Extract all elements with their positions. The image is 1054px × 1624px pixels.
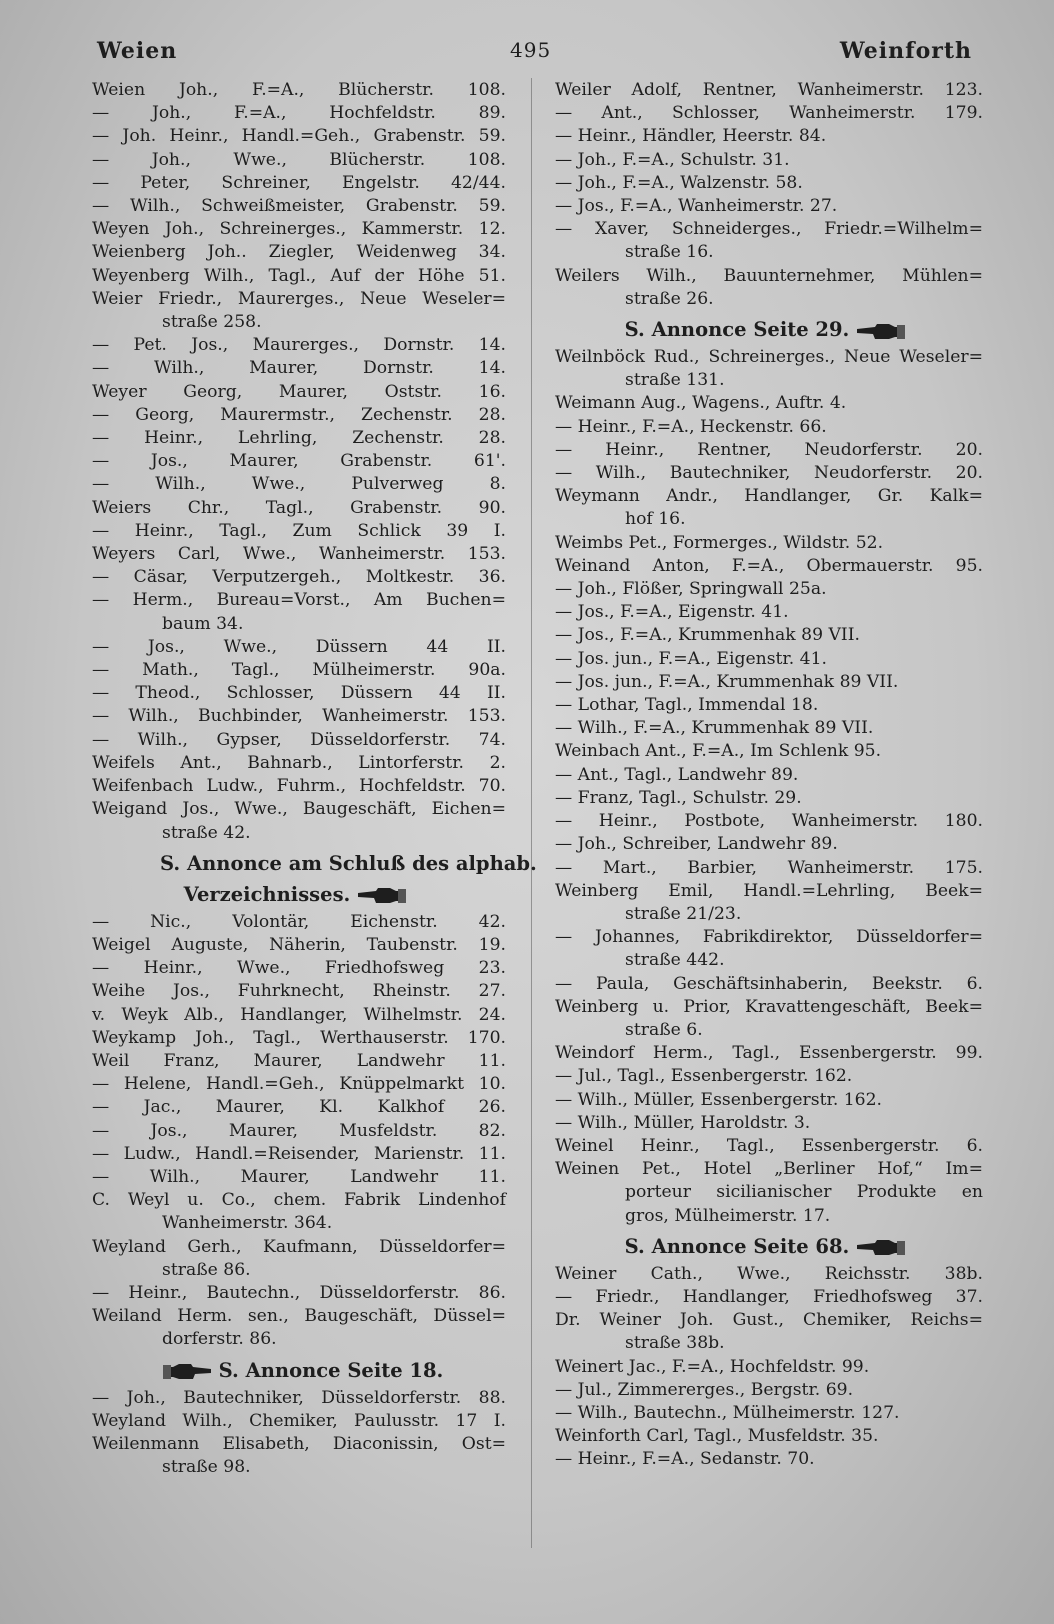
directory-entry bbox=[92, 241, 506, 264]
entry-text: Weilnböck Rud., Schreinerges., Neue Weseler= bbox=[555, 347, 983, 368]
entry-text: — Joh., Schreiber, Landwehr 89. bbox=[555, 834, 838, 855]
directory-entry bbox=[555, 787, 983, 810]
pointing-hand-left-icon bbox=[855, 1237, 907, 1257]
entry-text: — Joh., F.=A., Walzenstr. 58. bbox=[555, 172, 803, 193]
directory-entry bbox=[92, 1073, 506, 1096]
entry-text: Weindorf Herm., Tagl., Essenbergerstr. 99. bbox=[555, 1043, 983, 1064]
entry-text: Weimann Aug., Wagens., Auftr. 4. bbox=[555, 393, 847, 414]
directory-entry bbox=[92, 543, 506, 566]
directory-entry bbox=[92, 1096, 506, 1119]
pointing-hand-left-icon bbox=[855, 321, 907, 341]
directory-entry bbox=[555, 439, 983, 462]
directory-entry bbox=[92, 636, 506, 659]
entry-text: Weinert Jac., F.=A., Hochfeldstr. 99. bbox=[555, 1356, 870, 1377]
directory-entry bbox=[92, 102, 506, 125]
entry-text: — Jos. jun., F.=A., Krummenhak 89 VII. bbox=[555, 671, 899, 692]
entry-text: straße 42. bbox=[162, 822, 251, 843]
entry-text: — Jos., F.=A., Eigenstr. 41. bbox=[555, 602, 789, 623]
directory-entry bbox=[92, 659, 506, 682]
entry-text: — Joh., Bautechniker, Düsseldorferstr. 88. bbox=[92, 1387, 506, 1408]
directory-entry bbox=[92, 1410, 506, 1433]
entry-text: Weiler Adolf, Rentner, Wanheimerstr. 123. bbox=[555, 80, 983, 100]
directory-entry bbox=[555, 671, 983, 694]
directory-entry bbox=[92, 381, 506, 404]
entry-text: — Mart., Barbier, Wanheimerstr. 175. bbox=[555, 857, 983, 878]
directory-entry bbox=[92, 357, 506, 380]
entry-text: Weymann Andr., Handlanger, Gr. Kalk= bbox=[555, 486, 983, 507]
directory-entry bbox=[555, 555, 983, 578]
directory-entry bbox=[92, 473, 506, 496]
directory-entry bbox=[555, 149, 983, 172]
annonce-reference bbox=[92, 851, 537, 876]
directory-entry bbox=[555, 1112, 983, 1135]
entry-text: — Jos. jun., F.=A., Eigenstr. 41. bbox=[555, 648, 828, 669]
entry-continuation bbox=[555, 508, 983, 531]
directory-entry bbox=[92, 911, 506, 934]
right-column bbox=[555, 79, 983, 1472]
entry-text: — Ant., Schlosser, Wanheimerstr. 179. bbox=[555, 103, 983, 124]
directory-entry bbox=[555, 416, 983, 439]
entry-text: C. Weyl u. Co., chem. Fabrik Lindenhof bbox=[92, 1190, 506, 1211]
directory-entry bbox=[92, 682, 506, 705]
entry-text: Dr. Weiner Joh. Gust., Chemiker, Reichs= bbox=[555, 1310, 983, 1331]
entry-text: straße 21/23. bbox=[625, 903, 742, 924]
directory-entry bbox=[555, 79, 983, 102]
entry-text: Wanheimerstr. 364. bbox=[162, 1213, 333, 1234]
directory-entry bbox=[555, 1286, 983, 1309]
directory-entry bbox=[555, 1042, 983, 1065]
entry-text: Weil Franz, Maurer, Landwehr 11. bbox=[92, 1050, 506, 1071]
entry-continuation bbox=[92, 613, 506, 636]
entry-text: — Heinr., Händler, Heerstr. 84. bbox=[555, 126, 827, 147]
directory-entry bbox=[555, 1065, 983, 1088]
directory-entry bbox=[92, 566, 506, 589]
entry-text: Weyers Carl, Wwe., Wanheimerstr. 153. bbox=[92, 544, 506, 565]
directory-entry bbox=[92, 195, 506, 218]
entry-text: — Jos., Wwe., Düssern 44 II. bbox=[92, 636, 506, 657]
entry-text: Weyland Gerh., Kaufmann, Düsseldorfer= bbox=[92, 1236, 506, 1257]
entry-text: — Herm., Bureau=Vorst., Am Buchen= bbox=[92, 590, 506, 611]
entry-text: Weinel Heinr., Tagl., Essenbergerstr. 6. bbox=[555, 1135, 983, 1156]
entry-text: — Joh. Heinr., Handl.=Geh., Grabenstr. 59. bbox=[92, 126, 506, 147]
entry-text: — Wilh., Bautechniker, Neudorferstr. 20. bbox=[555, 463, 983, 484]
directory-entry bbox=[555, 1135, 983, 1158]
entry-text: — Wilh., F.=A., Krummenhak 89 VII. bbox=[555, 718, 874, 739]
entry-text: — Heinr., F.=A., Sedanstr. 70. bbox=[555, 1449, 815, 1470]
directory-entry bbox=[92, 450, 506, 473]
entry-text: — Ludw., Handl.=Reisender, Marienstr. 11. bbox=[92, 1143, 506, 1164]
entry-text: — Friedr., Handlanger, Friedhofsweg 37. bbox=[555, 1286, 983, 1307]
entry-text: Weigel Auguste, Näherin, Taubenstr. 19. bbox=[92, 934, 506, 955]
directory-entry bbox=[92, 752, 506, 775]
entry-text: straße 16. bbox=[625, 242, 714, 263]
entry-text: Weilenmann Elisabeth, Diaconissin, Ost= bbox=[92, 1433, 506, 1454]
directory-entry bbox=[555, 485, 983, 508]
entry-text: Weiers Chr., Tagl., Grabenstr. 90. bbox=[92, 497, 506, 518]
entry-continuation bbox=[555, 1332, 983, 1355]
directory-entry bbox=[555, 1425, 983, 1448]
directory-entry bbox=[555, 125, 983, 148]
entry-text: — Pet. Jos., Maurerges., Dornstr. 14. bbox=[92, 335, 506, 356]
directory-entry bbox=[555, 1448, 983, 1471]
entry-text: Weyenberg Wilh., Tagl., Auf der Höhe 51. bbox=[92, 265, 506, 286]
directory-entry bbox=[92, 589, 506, 612]
annonce-reference bbox=[555, 1234, 983, 1259]
entry-text: — Jul., Zimmererges., Bergstr. 69. bbox=[555, 1379, 854, 1400]
entry-text: — Jos., F.=A., Wanheimerstr. 27. bbox=[555, 196, 838, 217]
entry-text: — Peter, Schreiner, Engelstr. 42/44. bbox=[92, 172, 506, 193]
entry-text: — Math., Tagl., Mülheimerstr. 90a. bbox=[92, 660, 506, 681]
entry-text: straße 98. bbox=[162, 1457, 251, 1478]
entry-text: — Johannes, Fabrikdirektor, Düsseldorfer= bbox=[555, 927, 983, 948]
entry-continuation bbox=[92, 1212, 506, 1235]
pointing-hand-right-icon bbox=[161, 1361, 213, 1381]
annonce-reference bbox=[555, 317, 983, 342]
entry-text: — Georg, Maurermstr., Zechenstr. 28. bbox=[92, 404, 506, 425]
entry-text: Weilers Wilh., Bauunternehmer, Mühlen= bbox=[555, 265, 983, 286]
column-divider bbox=[531, 78, 532, 1548]
directory-entry bbox=[92, 957, 506, 980]
entry-text: porteur sicilianischer Produkte en bbox=[625, 1182, 983, 1203]
annonce-text: S. Annonce Seite 18. bbox=[218, 1358, 444, 1382]
header-first-entry: Weien bbox=[97, 38, 178, 64]
entry-text: Weinbach Ant., F.=A., Im Schlenk 95. bbox=[555, 741, 882, 762]
directory-entry bbox=[92, 218, 506, 241]
header-last-entry: Weinforth bbox=[839, 38, 972, 64]
directory-entry bbox=[555, 1379, 983, 1402]
directory-entry bbox=[555, 1158, 983, 1181]
entry-text: baum 34. bbox=[162, 613, 244, 634]
annonce-reference bbox=[92, 882, 506, 907]
directory-entry bbox=[92, 1433, 506, 1456]
entry-text: — Heinr., F.=A., Heckenstr. 66. bbox=[555, 416, 827, 437]
annonce-text: S. Annonce Seite 29. bbox=[624, 318, 850, 342]
entry-text: — Wilh., Maurer, Landwehr 11. bbox=[92, 1166, 506, 1187]
entry-continuation bbox=[92, 311, 506, 334]
entry-continuation bbox=[92, 1456, 506, 1479]
entry-text: — Franz, Tagl., Schulstr. 29. bbox=[555, 787, 802, 808]
entry-text: — Jac., Maurer, Kl. Kalkhof 26. bbox=[92, 1097, 506, 1118]
entry-text: — Wilh., Maurer, Dornstr. 14. bbox=[92, 358, 506, 379]
entry-text: Weifels Ant., Bahnarb., Lintorferstr. 2. bbox=[92, 752, 506, 773]
entry-text: Weinand Anton, F.=A., Obermauerstr. 95. bbox=[555, 555, 983, 576]
directory-entry bbox=[92, 1387, 506, 1410]
directory-entry bbox=[555, 764, 983, 787]
directory-entry bbox=[92, 1282, 506, 1305]
entry-text: straße 258. bbox=[162, 312, 262, 333]
entry-text: — Wilh., Müller, Essenbergerstr. 162. bbox=[555, 1089, 883, 1110]
annonce-text: S. Annonce am Schluß des alphab. bbox=[160, 851, 537, 875]
directory-entry bbox=[555, 810, 983, 833]
directory-entry bbox=[92, 1050, 506, 1073]
directory-entry bbox=[92, 265, 506, 288]
directory-entry bbox=[555, 926, 983, 949]
directory-entry bbox=[92, 980, 506, 1003]
directory-entry bbox=[92, 288, 506, 311]
directory-entry bbox=[92, 934, 506, 957]
directory-entry bbox=[92, 775, 506, 798]
entry-text: Weihe Jos., Fuhrknecht, Rheinstr. 27. bbox=[92, 981, 506, 1002]
entry-text: — Joh., F.=A., Hochfeldstr. 89. bbox=[92, 103, 506, 124]
entry-text: — Wilh., Gypser, Düsseldorferstr. 74. bbox=[92, 729, 506, 750]
directory-entry bbox=[92, 125, 506, 148]
entry-continuation bbox=[92, 1328, 506, 1351]
directory-entry bbox=[92, 334, 506, 357]
directory-entry bbox=[92, 1236, 506, 1259]
entry-continuation bbox=[92, 1259, 506, 1282]
directory-entry bbox=[92, 497, 506, 520]
annonce-text: Verzeichnisses. bbox=[183, 882, 351, 906]
entry-text: — Heinr., Lehrling, Zechenstr. 28. bbox=[92, 428, 506, 449]
entry-text: Weykamp Joh., Tagl., Werthauserstr. 170. bbox=[92, 1027, 506, 1048]
directory-entry bbox=[555, 694, 983, 717]
entry-text: — Joh., Wwe., Blücherstr. 108. bbox=[92, 149, 506, 170]
entry-text: straße 86. bbox=[162, 1259, 251, 1280]
entry-text: — Ant., Tagl., Landwehr 89. bbox=[555, 764, 799, 785]
entry-text: Weinen Pet., Hotel „Berliner Hof,“ Im= bbox=[555, 1159, 983, 1180]
entry-continuation bbox=[555, 1205, 983, 1228]
entry-text: — Jos., Maurer, Musfeldstr. 82. bbox=[92, 1120, 506, 1141]
directory-entry bbox=[555, 265, 983, 288]
directory-entry bbox=[555, 1309, 983, 1332]
directory-entry bbox=[555, 532, 983, 555]
directory-entry bbox=[92, 1143, 506, 1166]
directory-entry bbox=[555, 996, 983, 1019]
entry-text: Weinberg Emil, Handl.=Lehrling, Beek= bbox=[555, 880, 983, 901]
directory-entry bbox=[555, 1181, 983, 1204]
directory-entry bbox=[555, 624, 983, 647]
entry-text: Weinberg u. Prior, Kravattengeschäft, Beek= bbox=[555, 996, 983, 1017]
directory-entry bbox=[92, 1305, 506, 1328]
directory-entry bbox=[555, 857, 983, 880]
entry-text: — Jul., Tagl., Essenbergerstr. 162. bbox=[555, 1066, 853, 1087]
entry-text: Weyen Joh., Schreinerges., Kammerstr. 12. bbox=[92, 219, 506, 240]
entry-text: — Lothar, Tagl., Immendal 18. bbox=[555, 695, 819, 716]
entry-text: Weiner Cath., Wwe., Reichsstr. 38b. bbox=[555, 1263, 983, 1284]
entry-text: — Cäsar, Verputzergeh., Moltkestr. 36. bbox=[92, 567, 506, 588]
directory-entry bbox=[555, 218, 983, 241]
entry-text: — Heinr., Rentner, Neudorferstr. 20. bbox=[555, 439, 983, 460]
entry-text: — Xaver, Schneiderges., Friedr.=Wilhelm= bbox=[555, 219, 983, 240]
entry-continuation bbox=[555, 369, 983, 392]
directory-entry bbox=[555, 648, 983, 671]
entry-text: — Wilh., Buchbinder, Wanheimerstr. 153. bbox=[92, 706, 506, 727]
page-number: 495 bbox=[510, 38, 552, 62]
directory-entry bbox=[92, 1120, 506, 1143]
directory-entry bbox=[555, 462, 983, 485]
entry-text: — Paula, Geschäftsinhaberin, Beekstr. 6. bbox=[555, 973, 983, 994]
entry-text: straße 38b. bbox=[625, 1333, 725, 1354]
directory-entry bbox=[92, 149, 506, 172]
entry-text: — Joh., F.=A., Schulstr. 31. bbox=[555, 149, 790, 170]
entry-text: straße 442. bbox=[625, 950, 725, 971]
directory-entry bbox=[555, 973, 983, 996]
entry-text: Weifenbach Ludw., Fuhrm., Hochfeldstr. 70. bbox=[92, 776, 506, 797]
directory-entry bbox=[555, 195, 983, 218]
directory-entry bbox=[555, 601, 983, 624]
running-header bbox=[92, 30, 972, 70]
entry-text: — Helene, Handl.=Geh., Knüppelmarkt 10. bbox=[92, 1074, 506, 1095]
left-column bbox=[92, 79, 537, 1479]
directory-entry bbox=[555, 578, 983, 601]
entry-text: straße 26. bbox=[625, 288, 714, 309]
directory-entry bbox=[92, 404, 506, 427]
entry-text: — Wilh., Wwe., Pulverweg 8. bbox=[92, 474, 506, 495]
directory-entry bbox=[92, 427, 506, 450]
directory-entry bbox=[555, 740, 983, 763]
entry-continuation bbox=[555, 288, 983, 311]
directory-entry bbox=[92, 172, 506, 195]
entry-text: — Theod., Schlosser, Düssern 44 II. bbox=[92, 683, 506, 704]
entry-continuation bbox=[555, 949, 983, 972]
directory-entry bbox=[555, 392, 983, 415]
entry-text: Weier Friedr., Maurerges., Neue Weseler= bbox=[92, 288, 506, 309]
annonce-reference bbox=[92, 1358, 506, 1383]
entry-text: Weyer Georg, Maurer, Oststr. 16. bbox=[92, 381, 506, 402]
directory-entry bbox=[92, 705, 506, 728]
directory-entry bbox=[555, 1356, 983, 1379]
directory-entry bbox=[92, 1004, 506, 1027]
entry-continuation bbox=[555, 903, 983, 926]
entry-text: v. Weyk Alb., Handlanger, Wilhelmstr. 24. bbox=[92, 1004, 506, 1025]
entry-text: — Heinr., Tagl., Zum Schlick 39 I. bbox=[92, 520, 506, 541]
annonce-text: S. Annonce Seite 68. bbox=[624, 1234, 850, 1258]
entry-text: — Heinr., Wwe., Friedhofsweg 23. bbox=[92, 958, 506, 979]
entry-text: — Heinr., Bautechn., Düsseldorferstr. 86. bbox=[92, 1282, 506, 1303]
directory-entry bbox=[92, 1189, 506, 1212]
entry-continuation bbox=[92, 822, 506, 845]
entry-continuation bbox=[555, 241, 983, 264]
entry-text: — Wilh., Müller, Haroldstr. 3. bbox=[555, 1112, 811, 1133]
entry-text: Weienberg Joh.. Ziegler, Weidenweg 34. bbox=[92, 242, 506, 263]
entry-text: gros, Mülheimerstr. 17. bbox=[625, 1205, 831, 1226]
entry-text: — Joh., Flößer, Springwall 25a. bbox=[555, 579, 827, 600]
entry-continuation bbox=[555, 1019, 983, 1042]
directory-entry bbox=[92, 1027, 506, 1050]
directory-entry bbox=[555, 1089, 983, 1112]
directory-entry bbox=[555, 1263, 983, 1286]
directory-entry bbox=[555, 880, 983, 903]
entry-text: — Nic., Volontär, Eichenstr. 42. bbox=[92, 911, 506, 932]
entry-text: Weiland Herm. sen., Baugeschäft, Düssel= bbox=[92, 1306, 506, 1327]
entry-text: — Heinr., Postbote, Wanheimerstr. 180. bbox=[555, 811, 983, 832]
directory-entry bbox=[555, 1402, 983, 1425]
pointing-hand-left-icon bbox=[356, 885, 408, 905]
directory-entry bbox=[555, 102, 983, 125]
directory-entry bbox=[92, 79, 506, 102]
entry-text: — Wilh., Schweißmeister, Grabenstr. 59. bbox=[92, 196, 506, 217]
directory-entry bbox=[92, 1166, 506, 1189]
entry-text: — Jos., F.=A., Krummenhak 89 VII. bbox=[555, 625, 860, 646]
entry-text: hof 16. bbox=[625, 509, 686, 530]
entry-text: — Jos., Maurer, Grabenstr. 61'. bbox=[92, 451, 506, 472]
directory-entry bbox=[555, 717, 983, 740]
entry-text: Weinforth Carl, Tagl., Musfeldstr. 35. bbox=[555, 1426, 879, 1447]
entry-text: Weimbs Pet., Formerges., Wildstr. 52. bbox=[555, 532, 884, 553]
directory-entry bbox=[92, 520, 506, 543]
entry-text: Weigand Jos., Wwe., Baugeschäft, Eichen= bbox=[92, 799, 506, 820]
directory-entry bbox=[92, 798, 506, 821]
directory-entry bbox=[555, 346, 983, 369]
entry-text: dorferstr. 86. bbox=[162, 1329, 277, 1350]
entry-text: Weyland Wilh., Chemiker, Paulusstr. 17 I. bbox=[92, 1410, 506, 1431]
directory-entry bbox=[555, 172, 983, 195]
entry-text: — Wilh., Bautechn., Mülheimerstr. 127. bbox=[555, 1402, 900, 1423]
entry-text: Weien Joh., F.=A., Blücherstr. 108. bbox=[92, 80, 506, 100]
entry-text: straße 131. bbox=[625, 370, 725, 391]
directory-entry bbox=[92, 729, 506, 752]
directory-entry bbox=[555, 833, 983, 856]
entry-text: straße 6. bbox=[625, 1019, 703, 1040]
